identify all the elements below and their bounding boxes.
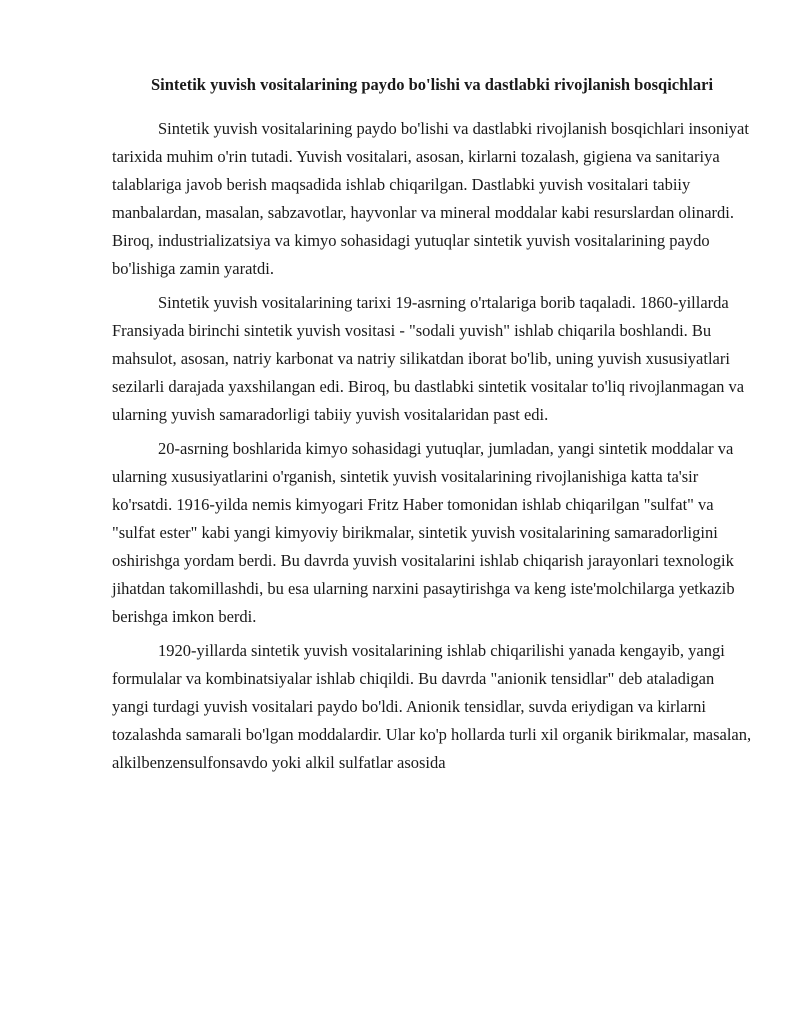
paragraph-4: 1920-yillarda sintetik yuvish vositalarining ishlab chiqarilishi yanada kengayib, yangi formulalar va kombinatsiyalar ishlab chiqildi. Bu davrda "anionik tensidlar" deb ataladigan yangi turdagi yuvish vositalari paydo bo'ldi. Anionik tensidlar, suvda eriydigan va kirlarni tozalashda samarali bo'lgan moddalardir. Ular ko'p hollarda turli xil organik birikmalar, masalan, alkilbenzensulfonsavdo yoki alkil sulfatlar asosida <box>112 641 752 772</box>
document-body <box>112 115 752 783</box>
document-title: Sintetik yuvish vositalarining paydo bo'lishi va dastlabki rivojlanish bosqichlari <box>150 75 714 94</box>
paragraph-2: Sintetik yuvish vositalarining tarixi 19-asrning o'rtalariga borib taqaladi. 1860-yillarda Fransiyada birinchi sintetik yuvish vositasi - "sodali yuvish" ishlab chiqarila boshlandi. Bu mahsulot, asosan, natriy karbonat va natriy silikatdan iborat bo'lib, uning yuvish xususiyatlari sezilarli darajada yaxshilangan edi. Biroq, bu dastlabki sintetik vositalar to'liq rivojlanmagan va ularning yuvish samaradorligi tabiiy yuvish vositalaridan past edi. <box>112 293 745 424</box>
paragraph-3: 20-asrning boshlarida kimyo sohasidagi yutuqlar, jumladan, yangi sintetik moddalar va ularning xususiyatlarini o'rganish, sintetik yuvish vositalarining rivojlanishiga katta ta'sir ko'rsatdi. 1916-yilda nemis kimyogari Fritz Haber tomonidan ishlab chiqarilgan "sulfat" va "sulfat ester" kabi yangi kimyoviy birikmalar, sintetik yuvish vositalarining samaradorligini oshirishga yordam berdi. Bu davrda yuvish vositalarini ishlab chiqarish jarayonlari texnologik jihatdan takomillashdi, bu esa ularning narxini pasaytirishga va keng iste'molchilarga yetkazib berishga imkon berdi. <box>112 439 735 626</box>
paragraph-1: Sintetik yuvish vositalarining paydo bo'lishi va dastlabki rivojlanish bosqichlari insoniyat tarixida muhim o'rin tutadi. Yuvish vositalari, asosan, kirlarni tozalash, gigiena va sanitariya talablariga javob berish maqsadida ishlab chiqarilgan. Dastlabki yuvish vositalari tabiiy manbalardan, masalan, sabzavotlar, hayvonlar va mineral moddalar kabi resurslardan olinardi. Biroq, industrializatsiya va kimyo sohasidagi yutuqlar sintetik yuvish vositalarining paydo bo'lishiga zamin yaratdi. <box>112 119 749 278</box>
